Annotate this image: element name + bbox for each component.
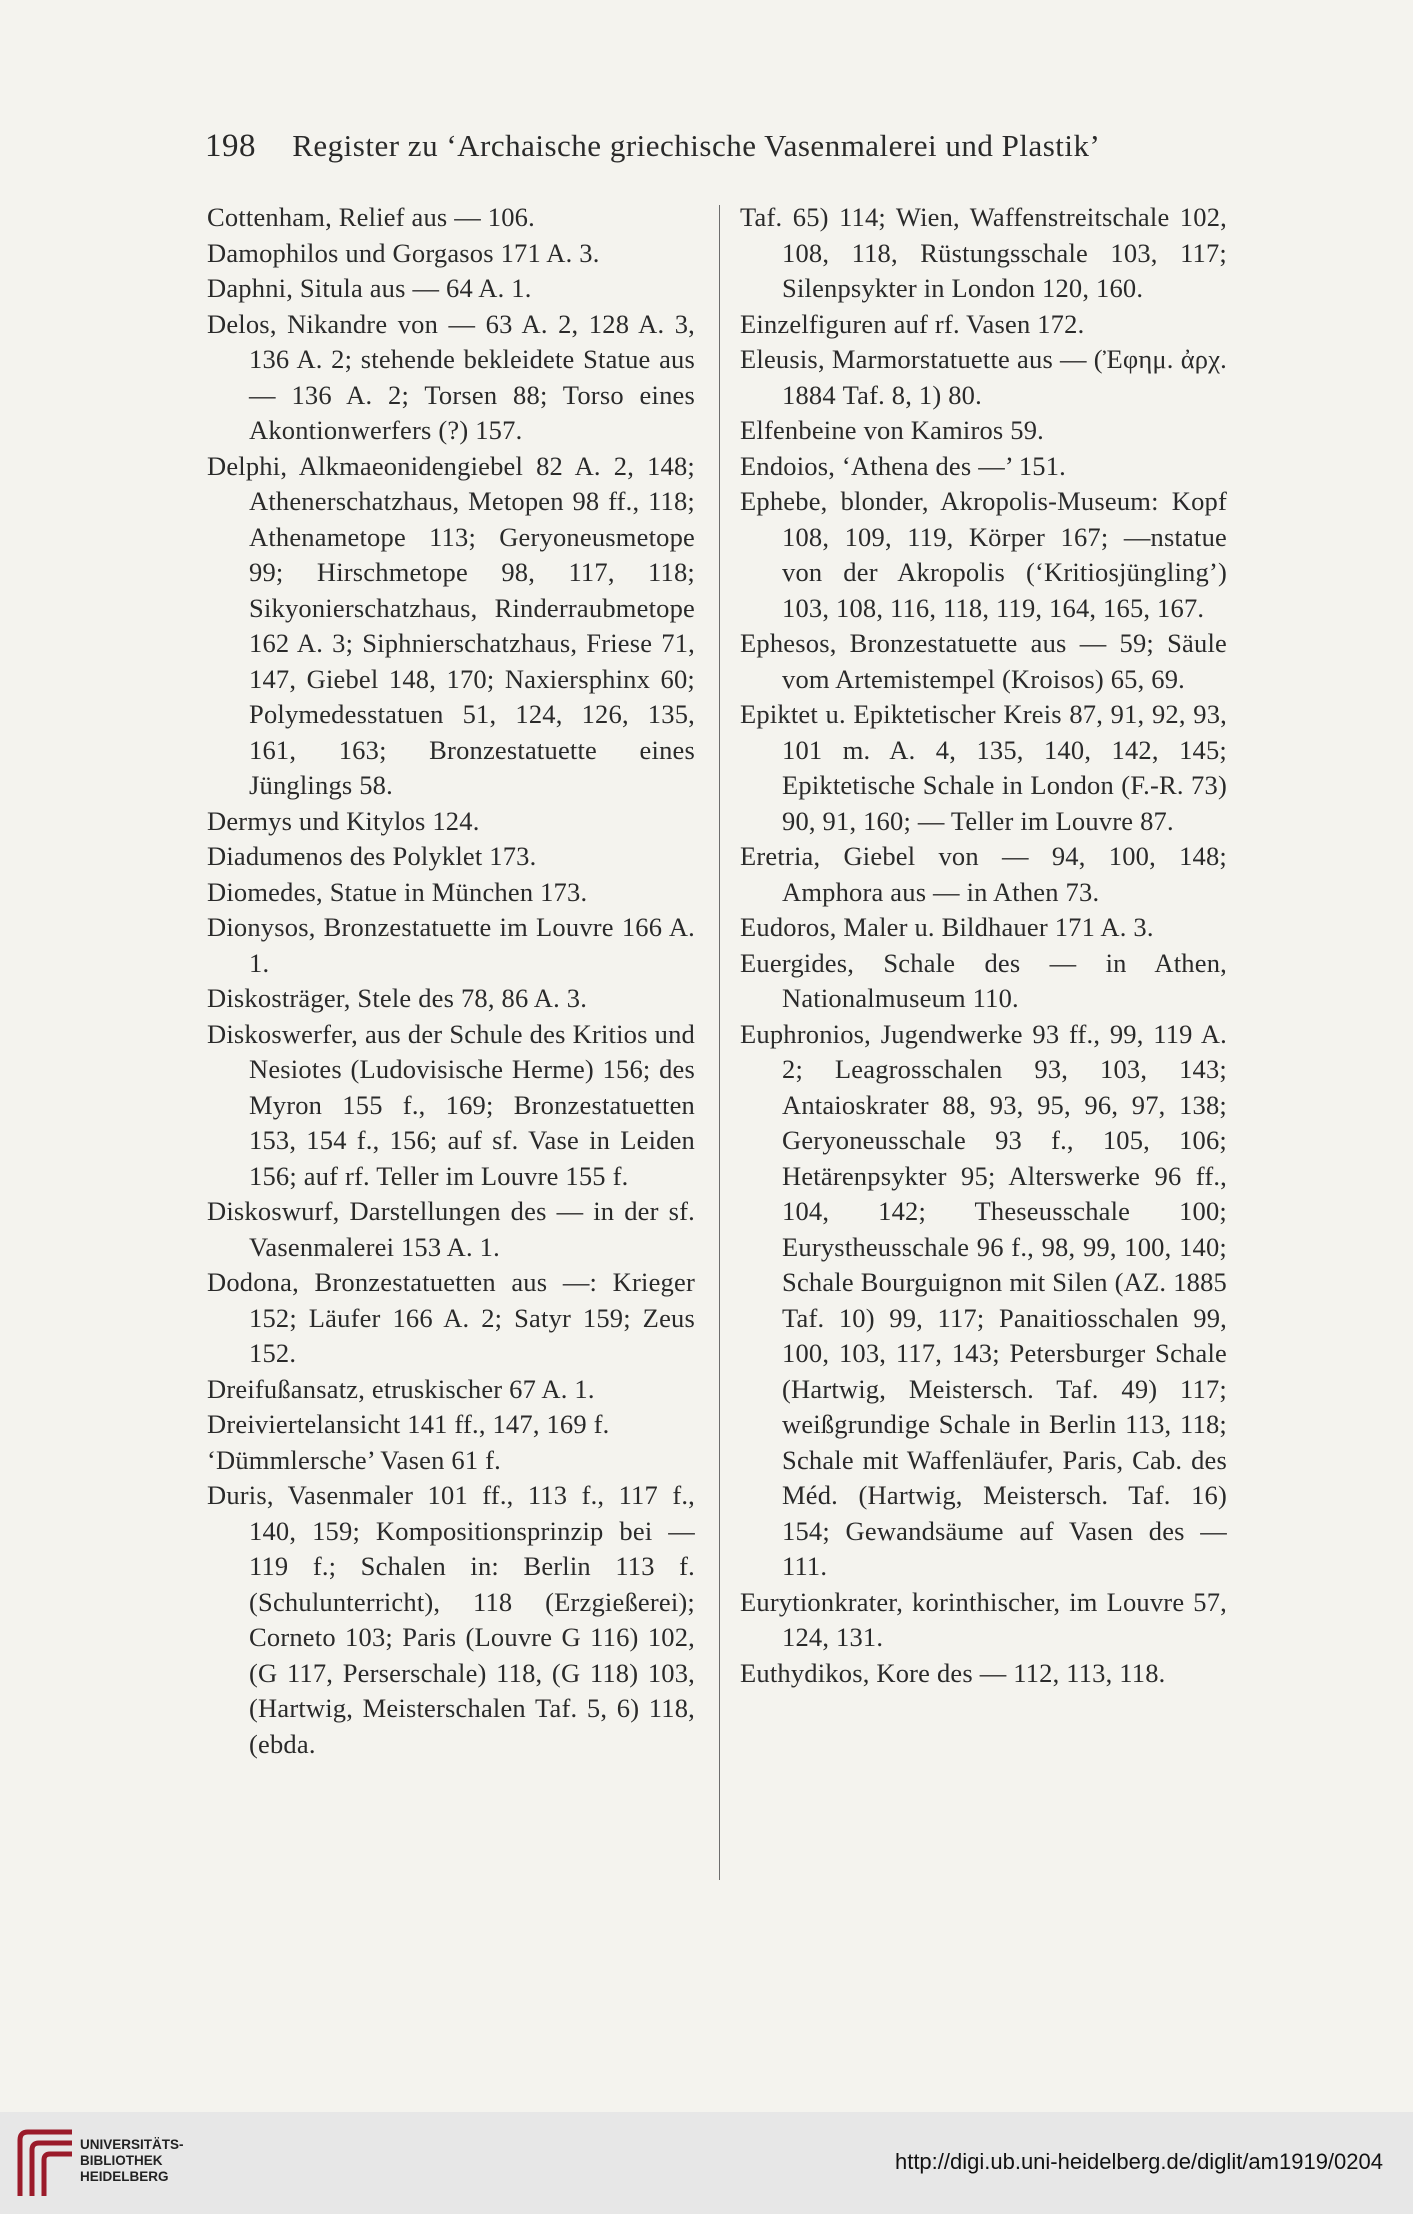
index-entry: Eurytionkrater, korinthischer, im Louvre 57, 124, 131. [740,1586,1227,1652]
index-entry: Diomedes, Statue in München 173. [207,876,588,907]
index-entry-continued: Taf. 65) 114; Wien, Waffenstreitschale 102, 108, 118, Rüstungsschale 103, 117; Silenpsykter in London 120, 160. [740,202,1227,303]
library-name: UNIVERSITÄTS- BIBLIOTHEK HEIDELBERG [80,2137,184,2184]
running-title: Register zu ‘Archaische griechische Vasenmalerei und Plastik’ [292,128,1101,163]
index-column-left [207,200,695,1762]
page-number: 198 [205,128,256,164]
index-entry: Diskoswurf, Darstellungen des — in der sf. Vasenmalerei 153 A. 1. [207,1196,695,1262]
column-divider [719,205,720,1880]
digitization-footer [0,2112,1413,2214]
index-entry: Cottenham, Relief aus — 106. [207,202,535,232]
index-entry: Ephebe, blonder, Akropolis-Museum: Kopf 108, 109, 119, Körper 167; —nstatue von der Akropolis (‘Kritiosjüngling’) 103, 108, 116, 118, 119, 164, 165, 167. [740,486,1227,623]
index-column-right [740,200,1227,1691]
index-entry: Dionysos, Bronzestatuette im Louvre 166 A. 1. [207,912,695,978]
index-entry: Endoios, ‘Athena des —’ 151. [740,450,1066,481]
source-url-link[interactable]: http://digi.ub.uni-heidelberg.de/diglit/am1919/0204 [894,2149,1383,2174]
index-entry: ‘Dümmlersche’ Vasen 61 f. [207,1444,501,1475]
index-entry: Dermys und Kitylos 124. [207,805,480,836]
index-entry: Diskoswerfer, aus der Schule des Kritios und Nesiotes (Ludovisische Herme) 156; des Myron 155 f., 169; Bronzestatuetten 153, 154 f., 156; auf sf. Vase in Leiden 156; auf rf. Teller im Louvre 155 f. [207,1018,695,1191]
index-entry: Delphi, Alkmaeonidengiebel 82 A. 2, 148; Athenerschatzhaus, Metopen 98 ff., 118; Athenametope 113; Geryoneusmetope 99; Hirschmetope 98, 117, 118; Sikyonierschatzhaus, Rinderraubmetope 162 A. 3; Siphnierschatzhaus, Friese 71, 147, Giebel 148, 170; Naxiersphinx 60; Polymedesstatuen 51, 124, 126, 135, 161, 163; Bronzestatuette eines Jünglings 58. [207,450,695,800]
index-entry: Eretria, Giebel von — 94, 100, 148; Amphora aus — in Athen 73. [740,841,1227,907]
index-entry: Elfenbeine von Kamiros 59. [740,415,1044,445]
index-entry: Dodona, Bronzestatuetten aus —: Krieger 152; Läufer 166 A. 2; Satyr 159; Zeus 152. [207,1267,695,1368]
index-entry: Diadumenos des Polyklet 173. [207,841,537,871]
index-entry: Eudoros, Maler u. Bildhauer 171 A. 3. [740,912,1154,942]
index-entry: Duris, Vasenmaler 101 ff., 113 f., 117 f., 140, 159; Kompositionsprinzip bei — 119 f.; Schalen in: Berlin 113 f. (Schulunterricht), 118 (Erzgießerei); Corneto 103; Paris (Louvre G 116) 102, (G 117, Perserschale) 118, (G 118) 103, (Hartwig, Meisterschalen Taf. 5, 6) 118, (ebda. [207,1480,695,1759]
index-entry: Epiktet u. Epiktetischer Kreis 87, 91, 92, 93, 101 m. A. 4, 135, 140, 142, 145; Epiktetische Schale in London (F.-R. 73) 90, 91, 160; — Teller im Louvre 87. [740,699,1227,836]
index-entry: Ephesos, Bronzestatuette aus — 59; Säule vom Artemistempel (Kroisos) 65, 69. [740,628,1227,694]
index-entry: Eleusis, Marmorstatuette aus — (Ἐφημ. ἀρχ. 1884 Taf. 8, 1) 80. [740,344,1227,410]
library-logo-icon [14,2126,80,2200]
index-entry: Delos, Nikandre von — 63 A. 2, 128 A. 3, 136 A. 2; stehende bekleidete Statue aus — 136 A. 2; Torsen 88; Torso eines Akontionwerfers (?) 157. [207,308,695,445]
index-entry: Euthydikos, Kore des — 112, 113, 118. [740,1657,1166,1688]
index-entry: Damophilos und Gorgasos 171 A. 3. [207,237,600,268]
index-entry: Euphronios, Jugendwerke 93 ff., 99, 119 A. 2; Leagrosschalen 93, 103, 143; Antaioskrater 88, 93, 95, 96, 97, 138; Geryoneusschale 93 f., 105, 106; Hetärenpsykter 95; Alterswerke 96 ff., 104, 142; Theseusschale 100; Eurystheusschale 96 f., 98, 99, 100, 140; Schale Bourguignon mit Silen (AZ. 1885 Taf. 10) 99, 117; Panaitiosschalen 99, 100, 103, 117, 143; Petersburger Schale (Hartwig, Meistersch. Taf. 49) 117; weißgrundige Schale in Berlin 113, 118; Schale mit Waffenläufer, Paris, Cab. des Méd. (Hartwig, Meistersch. Taf. 16) 154; Gewandsäume auf Vasen des — 111. [740,1018,1227,1581]
index-entry: Euergides, Schale des — in Athen, Nationalmuseum 110. [740,947,1227,1013]
index-entry: Dreiviertelansicht 141 ff., 147, 169 f. [207,1409,610,1439]
page-header [205,128,1245,165]
index-entry: Einzelfiguren auf rf. Vasen 172. [740,308,1085,339]
index-entry: Daphni, Situla aus — 64 A. 1. [207,273,532,303]
index-entry: Diskosträger, Stele des 78, 86 A. 3. [207,983,588,1013]
index-entry: Dreifußansatz, etruskischer 67 A. 1. [207,1373,595,1404]
